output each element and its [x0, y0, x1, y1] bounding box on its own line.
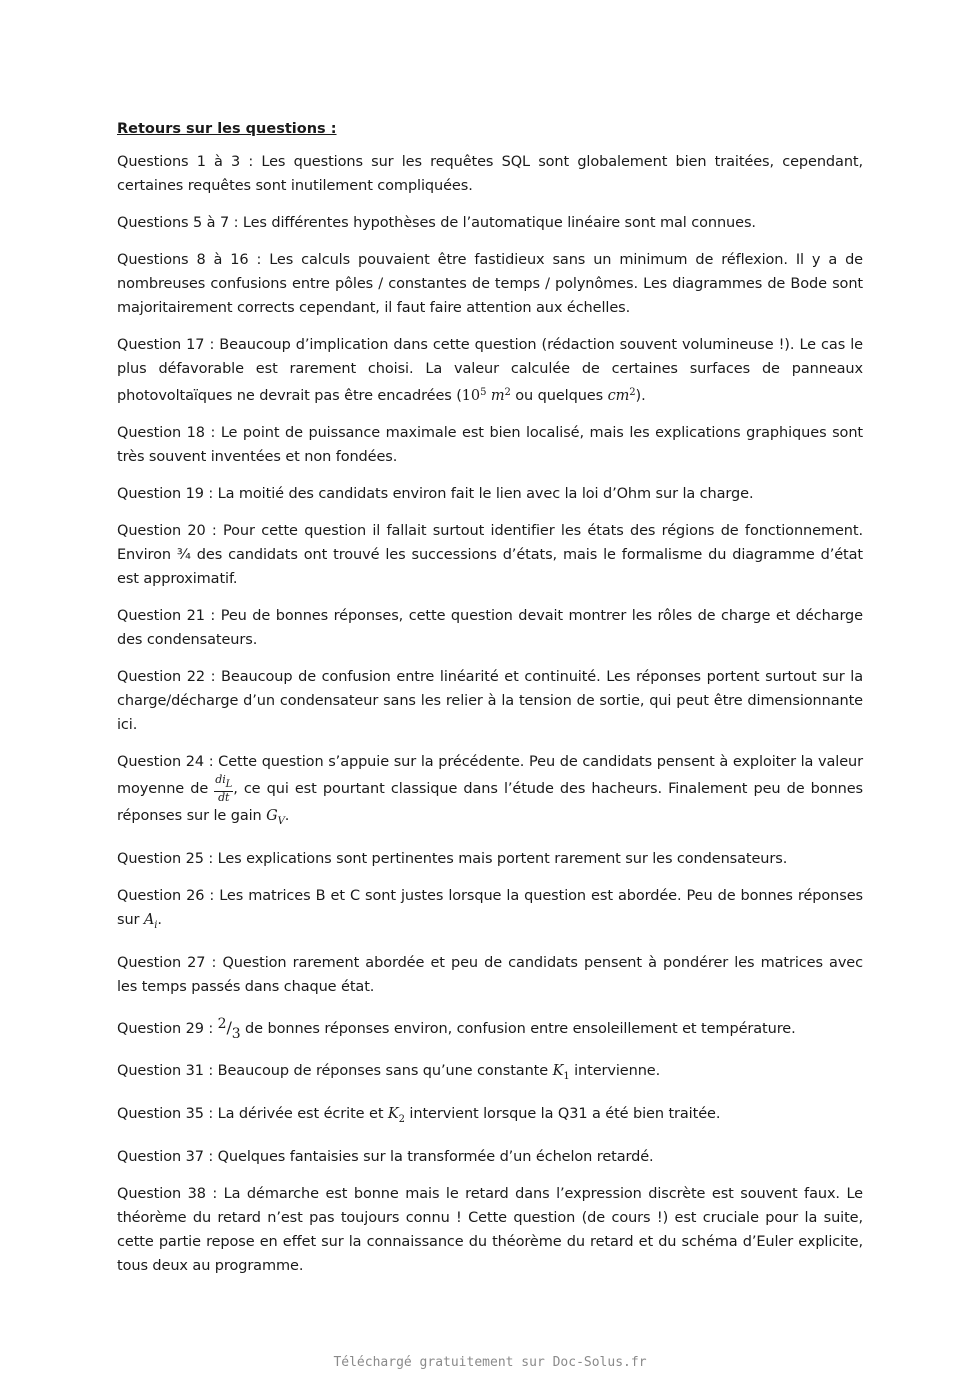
- paragraph-q17: [117, 333, 863, 408]
- q29-text: Question 29 :: [117, 1021, 218, 1037]
- q26-math: $A_i$: [143, 912, 158, 931]
- paragraph-q29: [117, 1012, 863, 1046]
- q31-math: $K_1$: [552, 1063, 570, 1082]
- paragraph-q25: Question 25 : Les explications sont pertinentes mais portent rarement sur les condensateurs.: [117, 851, 788, 867]
- paragraph-q24: [117, 750, 863, 834]
- q24-end: .: [284, 808, 290, 824]
- paragraph-q21: Question 21 : Peu de bonnes réponses, cette question devait montrer les rôles de charge et décharge des condensateurs.: [117, 608, 863, 648]
- paragraph-q19: Question 19 : La moitié des candidats environ fait le lien avec la loi d’Ohm sur la charge.: [117, 486, 754, 502]
- q35-end: intervient lorsque la Q31 a été bien traitée.: [404, 1106, 721, 1122]
- paragraph-q5: Questions 5 à 7 : Les différentes hypothèses de l’automatique linéaire sont mal connues.: [117, 215, 756, 231]
- paragraph-q38: Question 38 : La démarche est bonne mais le retard dans l’expression discrète est souvent faux. Le théorème du retard n’est pas toujours connu ! Cette question (de cours !) est cruciale pour la suite, cette partie repose en effet sur la connaissance du théorème du retard et du schéma d’Euler explicite, tous deux au programme.: [117, 1186, 863, 1274]
- paragraph-q22: Question 22 : Beaucoup de confusion entre linéarité et continuité. Les réponses portent surtout sur la charge/décharge d’un condensateur sans les relier à la tension de sortie, qui peut être dimensionnante ici.: [117, 669, 863, 733]
- paragraph-q27: Question 27 : Question rarement abordée et peu de candidats pensent à pondérer les matrices avec les temps passés dans chaque état.: [117, 955, 863, 995]
- q24-mid: , ce qui est pourtant classique dans l’étude des hacheurs. Finalement peu de bonnes réponses sur le gain: [117, 781, 863, 824]
- q17-end: ).: [635, 388, 646, 404]
- paragraph-q37: Question 37 : Quelques fantaisies sur la transformée d’un échelon retardé.: [117, 1149, 654, 1165]
- q26-text: Question 26 : Les matrices B et C sont justes lorsque la question est abordée. Peu de bonnes réponses sur: [117, 888, 863, 928]
- footer-watermark: Téléchargé gratuitement sur Doc-Solus.fr: [333, 1355, 647, 1370]
- q35-text: Question 35 : La dérivée est écrite et: [117, 1106, 388, 1122]
- paragraph-q20: Question 20 : Pour cette question il fallait surtout identifier les états des régions de fonctionnement. Environ ¾ des candidats ont trouvé les successions d’états, mais le formalisme du diagramme d’état est approximatif.: [117, 523, 863, 587]
- q29-end: de bonnes réponses environ, confusion entre ensoleillement et température.: [240, 1021, 796, 1037]
- paragraph-q35: [117, 1102, 863, 1132]
- q24-text: Question 24 : Cette question s’appuie sur la précédente. Peu de candidats pensent à exploiter la valeur moyenne de: [117, 754, 863, 797]
- q17-math-cm: $cm^2$: [607, 387, 636, 404]
- paragraph-q1: Questions 1 à 3 : Les questions sur les requêtes SQL sont globalement bien traitées, cependant, certaines requêtes sont inutilement compliquées.: [117, 154, 863, 194]
- document-body: [117, 118, 863, 1291]
- q31-end: intervienne.: [569, 1063, 661, 1079]
- q17-mid: ou quelques: [510, 388, 608, 404]
- q31-text: Question 31 : Beaucoup de réponses sans qu’une constante: [117, 1063, 553, 1079]
- q24-gain: $G_V$: [266, 808, 285, 827]
- q26-end: .: [157, 912, 162, 928]
- paragraph-q8: Questions 8 à 16 : Les calculs pouvaient être fastidieux sans un minimum de réflexion. Il y a de nombreuses confusions entre pôles / constantes de temps / polynômes. Les diagrammes de Bode sont majoritairement corrects cependant, il faut faire attention aux échelles.: [117, 252, 863, 316]
- q29-fraction: 2/3: [217, 1016, 241, 1042]
- q17-math-ten: $10^5$ $m^2$: [461, 387, 511, 404]
- section-heading: Retours sur les questions :: [117, 121, 337, 137]
- q35-math: $K_2$: [387, 1106, 405, 1125]
- paragraph-q18: Question 18 : Le point de puissance maximale est bien localisé, mais les explications graphiques sont très souvent inventées et non fondées.: [117, 425, 863, 465]
- paragraph-q31: [117, 1059, 863, 1089]
- q17-text: Question 17 : Beaucoup d’implication dans cette question (rédaction souvent volumineuse !). Le cas le plus défavorable est rarement choisi. La valeur calculée de certaines surfaces de panneaux photovoltaïques ne devrait pas être encadrées (: [117, 337, 863, 404]
- paragraph-q26: [117, 884, 863, 938]
- q24-fraction: $\frac{\text{diL}}{dt}$: [215, 773, 233, 804]
